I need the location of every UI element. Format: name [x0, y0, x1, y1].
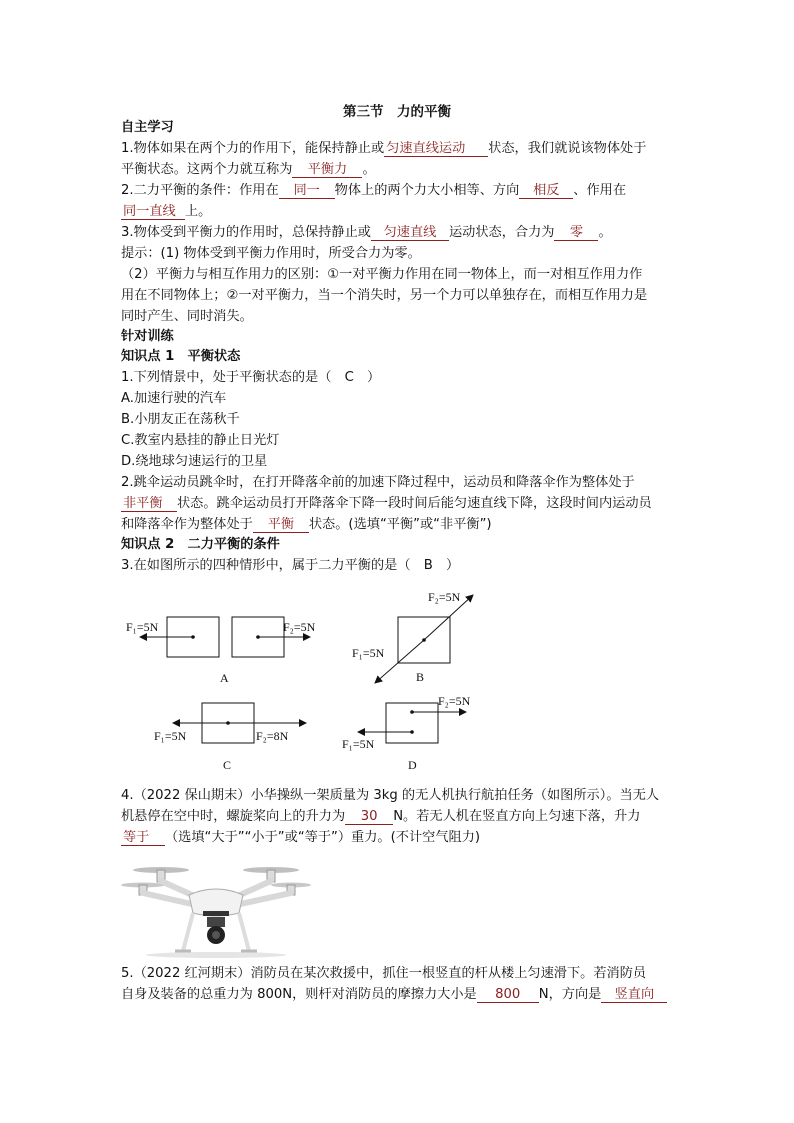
question-1-option-d: D.绕地球匀速运行的卫星	[121, 454, 268, 469]
answer-blank: 同一直线	[121, 204, 185, 220]
answer-blank: 匀速直线	[371, 225, 449, 241]
force-diagrams	[120, 585, 520, 775]
diagram-a-f1: F₁=5N	[126, 620, 159, 634]
line-5: 3.物体受到平衡力的作用时，总保持静止或 匀速直线 运动状态，合力为 零 。	[121, 225, 612, 240]
diagram-c-label: C	[223, 758, 232, 772]
diagram-b	[352, 590, 473, 684]
diagram-d-f2: F₂=5N	[438, 694, 471, 708]
hint-line-1: 提示：(1) 物体受到平衡力作用时，所受合力为零。	[121, 246, 421, 261]
question-5-line-1: 5.（2022 红河期末）消防员在某次救援中，抓住一根竖直的杆从楼上匀速滑下。若消防员	[121, 966, 647, 981]
line-1: 1.物体如果在两个力的作用下，能保持静止或 匀速直线运动 状态，我们就说该物体处于	[121, 141, 647, 156]
line-3: 2.二力平衡的条件：作用在 同一 物体上的两个力大小相等、方向 相反 、作用在	[121, 183, 627, 198]
answer-blank: 800	[477, 987, 539, 1003]
diagram-a-label: A	[220, 671, 229, 685]
question-4-line-2: 机悬停在空中时，螺旋桨向上的升力为 30 N。若无人机在竖直方向上匀速下落，升力	[121, 809, 641, 824]
knowledge-point-1: 知识点 1 平衡状态	[121, 349, 241, 364]
answer-blank: 同一	[279, 183, 335, 199]
diagram-d	[342, 694, 471, 772]
question-1-option-a: A.加速行驶的汽车	[121, 391, 227, 406]
question-5-line-2: 自身及装备的总重力为 800N，则杆对消防员的摩擦力大小是 800 N，方向是 竖直向	[121, 986, 667, 1004]
diagram-b-f2: F₂=5N	[428, 590, 461, 604]
section-self-study: 自主学习	[121, 120, 174, 135]
line-2: 平衡状态。这两个力就互称为 平衡力 。	[121, 162, 376, 177]
line-4: 同一直线 上。	[123, 204, 212, 219]
answer-blank: 零	[554, 225, 598, 241]
answer-blank: 匀速直线运动	[384, 141, 488, 157]
question-4-line-3: 等于 （选填“大于”“小于”或“等于”）重力。(不计空气阻力)	[123, 830, 481, 845]
diagram-d-f1: F₁=5N	[342, 737, 375, 751]
question-3: 3.在如图所示的四种情形中，属于二力平衡的是（ B ）	[121, 558, 460, 573]
question-2-line-3: 和降落伞作为整体处于 平衡 状态。(选填“平衡”或“非平衡”)	[121, 517, 492, 532]
diagram-b-label: B	[416, 670, 425, 684]
section-training: 针对训练	[121, 329, 174, 344]
diagram-a-f2: F₂=5N	[283, 620, 316, 634]
question-2-line-1: 2.跳伞运动员跳伞时，在打开降落伞前的加速下降过程中，运动员和降落伞作为整体处于	[121, 475, 635, 490]
question-1: 1.下列情景中，处于平衡状态的是（ C ）	[121, 370, 381, 385]
question-1-option-c: C.教室内悬挂的静止日光灯	[121, 433, 280, 448]
answer-blank: 平衡力	[292, 162, 362, 178]
question-2-line-2: 非平衡 状态。跳伞运动员打开降落伞下降一段时间后能匀速直线下降，这段时间内运动员	[123, 496, 652, 511]
diagram-b-f1: F₁=5N	[352, 646, 385, 660]
question-1-option-b: B.小朋友正在荡秋千	[121, 412, 240, 427]
knowledge-point-2: 知识点 2 二力平衡的条件	[121, 537, 280, 552]
answer-blank: 非平衡	[121, 496, 177, 512]
answer-blank: 平衡	[253, 517, 309, 533]
diagram-c-f1: F₁=5N	[154, 729, 187, 743]
answer-blank: 相反	[519, 183, 573, 199]
hint-line-4: 同时产生、同时消失。	[121, 309, 253, 324]
hint-line-2: （2）平衡力与相互作用力的区别：①一对平衡力作用在同一物体上，而一对相互作用力作	[121, 267, 643, 282]
diagram-a	[126, 617, 316, 685]
answer-blank: 等于	[121, 830, 165, 846]
diagram-d-label: D	[408, 758, 417, 772]
question-4-line-1: 4.（2022 保山期末）小华操纵一架质量为 3kg 的无人机执行航拍任务（如图所示）。当无人	[121, 788, 660, 803]
diagram-c-f2: F₂=8N	[256, 729, 289, 743]
answer-blank: 30	[345, 809, 393, 825]
drone-image	[121, 855, 311, 960]
diagram-c	[154, 703, 306, 772]
hint-line-3: 用在不同物体上；②一对平衡力，当一个消失时，另一个力可以单独存在，而相互作用力是	[121, 288, 648, 303]
answer-blank: 竖直向	[601, 987, 667, 1003]
page-title: 第三节 力的平衡	[343, 104, 451, 120]
